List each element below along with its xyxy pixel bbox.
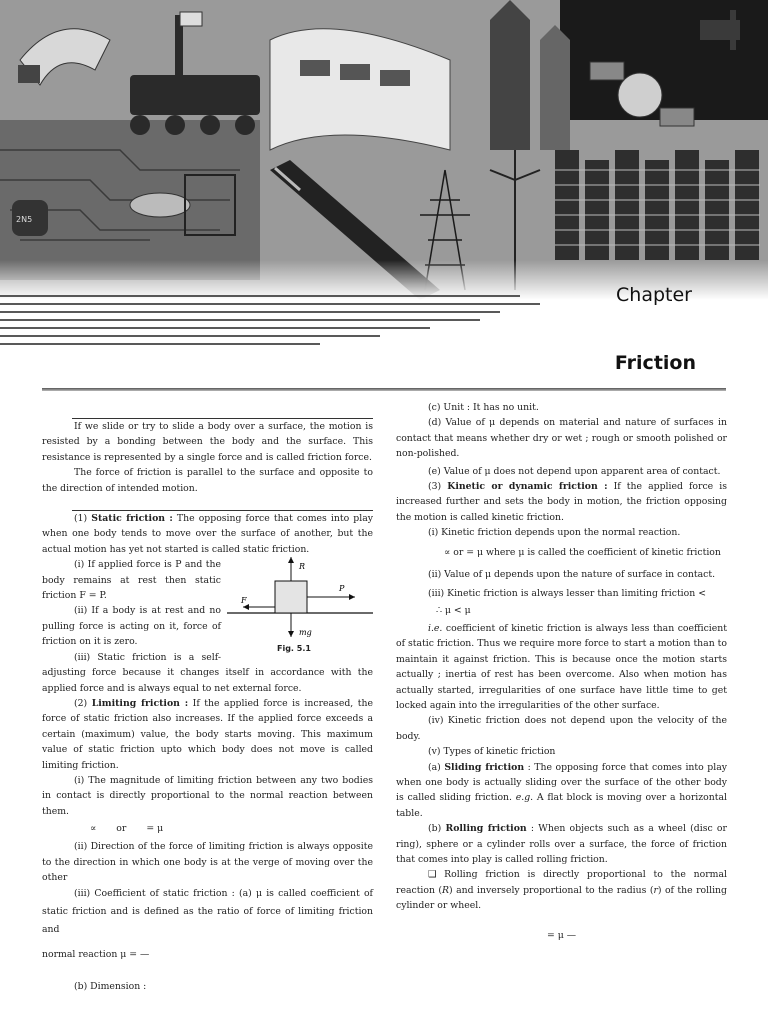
kinetic-friction-equation: ∝ or = μ where μ is called the coefficient of kinetic friction: [444, 546, 721, 558]
intro-paragraph: If we slide or try to slide a body over a surface, the motion is resisted by a bonding between the body and the surface. This resistance is represented by a single force and is called friction force.: [42, 421, 373, 463]
equation-or: or: [116, 823, 127, 835]
item-number: (a): [428, 761, 441, 773]
limiting-friction-point-i: (i) The magnitude of limiting friction between any two bodies in contact is directly proportional to the normal reaction between them.: [42, 774, 373, 817]
normal-reaction-label: R: [299, 562, 306, 572]
equation-rhs: = μ: [146, 823, 164, 835]
limiting-friction-point-ii: (ii) Direction of the force of limiting friction is always opposite to the direction in which one body is at the verge of moving over the other: [42, 841, 373, 883]
coefficient-definition-equation: normal reaction μ = —: [42, 949, 150, 961]
kinetic-less-than-limiting: ∴ μ < μ: [436, 605, 471, 617]
item-number: (2): [74, 697, 88, 709]
intro-paragraph-direction: The force of friction is parallel to the surface and opposite to the direction of intended motion.: [42, 467, 373, 494]
static-friction-text: The opposing force that comes into play when one body tends to move over the surface of another, but the actual motion has yet not started is called static friction.: [42, 513, 373, 555]
sliding-friction-definition: [396, 760, 727, 822]
item-number: (3): [428, 481, 442, 493]
static-friction-term: Static friction :: [91, 513, 173, 525]
limiting-friction-point-iii: (iii) Coefficient of static friction : (a) μ is called coefficient of static friction and is defined as the ratio of force of limiting friction and: [42, 888, 373, 936]
rolling-note-text: ) of the rolling cylinder or wheel.: [396, 884, 727, 912]
ie-text: coefficient of kinetic friction is always less than coefficient of static friction. Thus we require more force to start a motion than to maintain it against friction. This is because once the motion starts actually ; inertia of rest has been overcome. Also when motion has actually started, irregularities of one surface have little time to get locked again into the irregularities of the other surface.: [396, 622, 727, 711]
figure-5-1: [227, 557, 373, 653]
kinetic-friction-point-iv: (iv) Kinetic friction does not depend upon the velocity of the body.: [396, 715, 727, 742]
static-friction-point-i: (i) If applied force is P and the body remains at rest then static friction F = P.: [42, 559, 221, 602]
kinetic-friction-point-ii: (ii) Value of μ depends upon the nature of surface in contact.: [428, 568, 716, 580]
kinetic-friction-text: If the applied force is increased further and sets the body in motion, the friction opposing the motion is called kinetic friction.: [396, 481, 727, 523]
right-column: [396, 400, 727, 943]
rolling-friction-term: Rolling friction: [445, 823, 527, 835]
static-friction-point-iii: (iii) Static friction is a self-adjusting force because it changes itself in accordance with the applied force and is always equal to net external force.: [42, 651, 373, 694]
friction-force-label: F: [241, 596, 247, 606]
chapter-title: Friction: [614, 352, 696, 374]
value-depends-statement: (d) Value of μ depends on material and nature of surfaces in contact that means whether dry or wet ; rough or smooth polished or non-polished.: [396, 417, 727, 460]
static-friction-definition: [42, 511, 373, 557]
banner-collage-illustration: [0, 0, 768, 300]
ie-abbrev: i.e.: [428, 622, 443, 634]
sliding-example: A flat block is moving over a horizontal table.: [396, 792, 728, 819]
limiting-friction-term: Limiting friction :: [91, 697, 189, 709]
rolling-note-text: ) and inversely proportional to the radius (: [449, 884, 654, 896]
weight-label: mg: [299, 628, 312, 638]
sliding-friction-text: : The opposing force that comes into play when one body is actually sliding over the surface of the other body is called sliding friction.: [396, 761, 727, 804]
left-column: [42, 418, 373, 994]
chapter-banner: [0, 0, 768, 300]
chapter-label: Chapter: [616, 284, 692, 306]
decorative-speed-lines: [0, 292, 560, 352]
header-divider: [42, 388, 726, 391]
kinetic-friction-point-iii: (iii) Kinetic friction is always lesser than limiting friction <: [428, 588, 706, 600]
rolling-note-symbol: r: [653, 884, 658, 896]
svg-text:2N5: 2N5: [16, 215, 33, 224]
item-number: (1): [74, 513, 88, 525]
eg-abbrev: e.g.: [515, 792, 534, 804]
figure-caption: Fig. 5.1: [277, 644, 311, 654]
rolling-note-text: Rolling friction is directly proportional to the normal reaction (: [396, 869, 727, 896]
item-number: (b): [428, 823, 442, 835]
value-area-statement: (e) Value of μ does not depend upon apparent area of contact.: [428, 465, 721, 477]
kinetic-friction-point-v: (v) Types of kinetic friction: [428, 746, 556, 758]
proportional-symbol: ∝: [90, 823, 97, 835]
kinetic-friction-point-i: (i) Kinetic friction depends upon the normal reaction.: [428, 527, 681, 539]
limiting-friction-equation: [42, 819, 373, 839]
rolling-friction-definition: [396, 821, 727, 867]
limiting-friction-text: If the applied force is increased, the force of static friction also increases. If the applied force exceeds a certain (maximum) value, the body starts moving. This maximum value of static friction upto which body does not move is called limiting friction.: [42, 697, 373, 771]
checkbox-bullet-icon: ❑: [428, 869, 437, 881]
ie-explanation: [396, 621, 727, 713]
applied-force-label: P: [339, 584, 345, 594]
kinetic-friction-term: Kinetic or dynamic friction :: [447, 481, 608, 493]
rolling-friction-note: [396, 867, 727, 913]
friction-force-diagram: [227, 557, 373, 653]
limiting-friction-definition: [42, 696, 373, 773]
sliding-friction-term: Sliding friction: [444, 761, 525, 773]
unit-statement: (c) Unit : It has no unit.: [428, 402, 539, 413]
rolling-friction-text: : When objects such as a wheel (disc or ring), sphere or a cylinder rolls over a surface, the force of friction that comes into play is called rolling friction.: [396, 823, 727, 865]
rolling-note-symbol: R: [442, 884, 450, 896]
dimension-heading: (b) Dimension :: [74, 980, 147, 992]
rolling-friction-equation: = μ —: [546, 929, 577, 941]
kinetic-friction-definition: [396, 479, 727, 525]
static-friction-point-ii: (ii) If a body is at rest and no pulling force is acting on it, force of friction on it is zero.: [42, 605, 221, 648]
